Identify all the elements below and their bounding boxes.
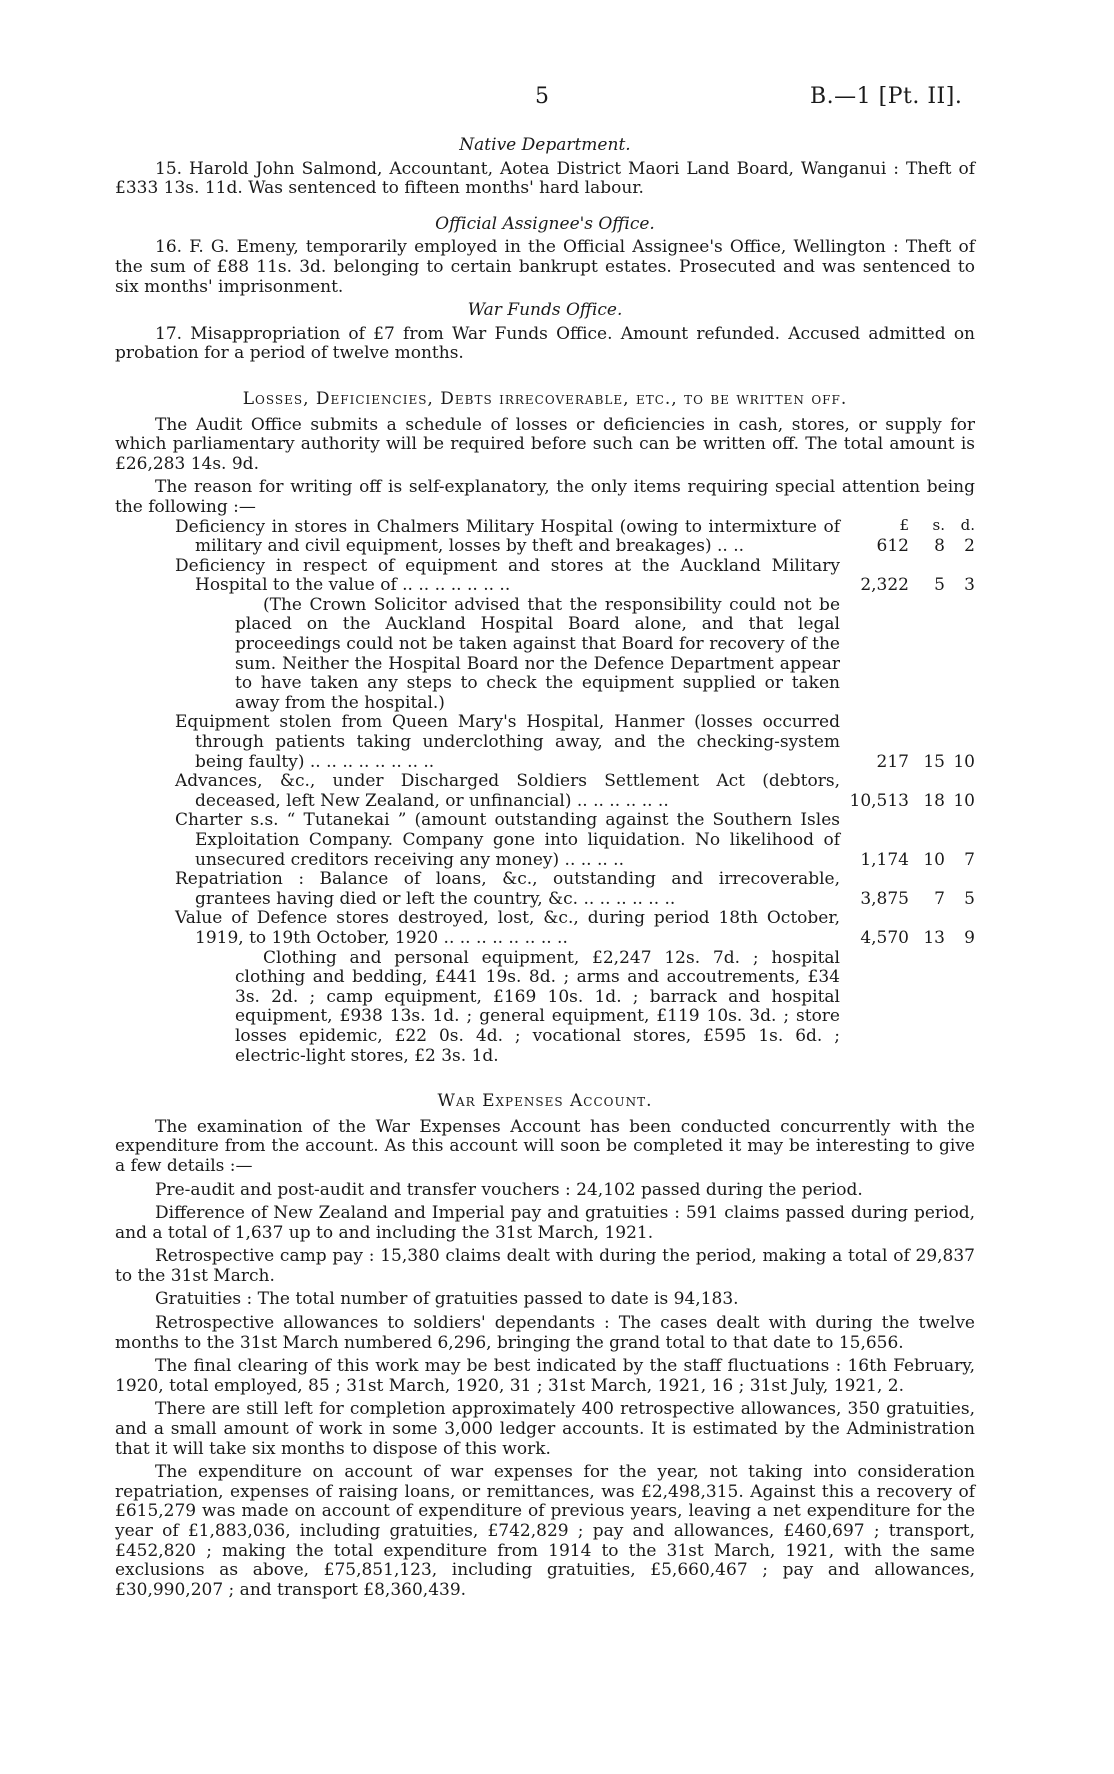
- crown-solicitor-note: [115, 596, 840, 714]
- amount-pence: 7: [964, 849, 975, 870]
- amount-shillings: 10: [923, 849, 945, 870]
- item-amount: [840, 576, 975, 596]
- losses-intro: The Audit Office submits a schedule of losses or deficiencies in cash, stores, or supply for which parliamentary authority will be required before such can be written off. The total amount is £26,283 14s. 9d.: [115, 414, 975, 474]
- amount-shillings: 18: [923, 790, 945, 811]
- schedule-item: [115, 811, 975, 870]
- war-expenses-paragraph: The final clearing of this work may be best indicated by the staff fluctuations : 16th February, 1920, total employed, 85 ; 31st March, 1920, 31 ; 31st March, 1921, 16 ; 31st July, 1921, 2.: [115, 1356, 975, 1396]
- war-expenses-paragraph: The expenditure on account of war expenses for the year, not taking into consideration repatriation, expenses of raising loans, or remittances, was £2,498,315. Against this a recovery of £615,279 was made on account of expenditure of previous years, leaving a net expenditure for the year of £1,883,036, including gratuities, £742,829 ; pay and allowances, £460,697 ; transport, £452,820 ; making the total expenditure from 1914 to the 31st March, 1921, with the same exclusions as above, £75,851,123, including gratuities, £5,660,467 ; pay and allowances, £30,990,207 ; and transport £8,360,439.: [115, 1462, 975, 1600]
- war-expenses-paragraph: Retrospective camp pay : 15,380 claims dealt with during the period, making a total of 29,837 to the 31st March.: [115, 1246, 975, 1286]
- war-expenses-paragraph: Pre-audit and post-audit and transfer vouchers : 24,102 passed during the period.: [155, 1179, 863, 1200]
- item-amount: [840, 890, 975, 910]
- item-amount: [840, 851, 975, 871]
- item-amount: [840, 537, 975, 557]
- amount-shillings: 5: [934, 575, 945, 596]
- war-expenses-paragraph: There are still left for completion approximately 400 retrospective allowances, 350 gratuities, and a small amount of work in some 3,000 ledger accounts. It is estimated by the Administration that it will take six months to dispose of this work.: [115, 1399, 975, 1459]
- item-description: Charter s.s. “ Tutanekai ” (amount outstanding against the Southern Isles Exploitation Company. Company gone into liquidation. No likelihood of unsecured creditors receiving any money) .. .. .. ..: [175, 810, 840, 870]
- amount-pence: 2: [964, 536, 975, 557]
- item-description: Deficiency in respect of equipment and stores at the Auckland Military Hospital to the value of .. .. .. .. .. .. ..: [175, 555, 840, 596]
- schedule-item: [115, 909, 975, 948]
- war-expenses-paragraph: Gratuities : The total number of gratuities passed to date is 94,183.: [155, 1289, 739, 1310]
- amount-shillings: 15: [923, 751, 945, 772]
- amount-pence: 10: [953, 790, 975, 811]
- war-funds-heading: War Funds Office.: [467, 300, 623, 321]
- native-department-paragraph: 15. Harold John Salmond, Accountant, Aotea District Maori Land Board, Wanganui : Theft of £333 13s. 11d. Was sentenced to fifteen months' hard labour.: [115, 158, 975, 199]
- amount-pence: 3: [964, 575, 975, 596]
- amount-pounds: 1,174: [860, 849, 909, 870]
- amount-shillings: 7: [934, 888, 945, 909]
- schedule-item: [115, 870, 975, 909]
- item-amount: [840, 792, 975, 812]
- item-description: Repatriation : Balance of loans, &c., outstanding and irrecoverable, grantees having died or left the country, &c. .. .. .. .. .. ..: [175, 869, 840, 909]
- war-expenses-paragraph: Difference of New Zealand and Imperial pay and gratuities : 591 claims passed during period, and a total of 1,637 up to and including the 31st March, 1921.: [115, 1203, 975, 1243]
- amount-pounds: 4,570: [860, 927, 909, 948]
- amount-shillings: 13: [923, 927, 945, 948]
- amount-pounds: 612: [876, 536, 909, 557]
- amount-column-header: [843, 516, 975, 536]
- pence-header: d.: [960, 515, 975, 534]
- defence-stores-breakdown: [115, 949, 840, 1067]
- page-header: [0, 84, 1114, 113]
- losses-heading: Losses, Deficiencies, Debts irrecoverable, etc., to be written off.: [242, 388, 848, 409]
- war-funds-paragraph: 17. Misappropriation of £7 from War Funds Office. Amount refunded. Accused admitted on probation for a period of twelve months.: [115, 323, 975, 364]
- losses-reason: The reason for writing off is self-explanatory, the only items requiring special attention being the following :—: [115, 477, 975, 517]
- page-body: [115, 136, 975, 1604]
- amount-pounds: 10,513: [849, 790, 909, 811]
- item-amount: [840, 929, 975, 949]
- official-assignee-paragraph: 16. F. G. Emeny, temporarily employed in the Official Assignee's Office, Wellington : Theft of the sum of £88 11s. 3d. belonging to certain bankrupt estates. Prosecuted and was sentenced to six months' imprisonment.: [115, 237, 975, 297]
- item-description: Equipment stolen from Queen Mary's Hospital, Hanmer (losses occurred through patients taking underclothing away, and the checking-system being faulty) .. .. .. .. .. .. .. ..: [175, 712, 840, 772]
- shillings-header: s.: [932, 515, 945, 534]
- document-reference: B.—1 [Pt. II].: [810, 84, 963, 109]
- amount-pence: 10: [953, 751, 975, 772]
- item-description: Advances, &c., under Discharged Soldiers Settlement Act (debtors, deceased, left New Zealand, or unfinancial) .. .. .. .. .. ..: [175, 771, 840, 811]
- losses-schedule: [115, 515, 975, 1067]
- war-expenses-heading: War Expenses Account.: [437, 1091, 653, 1112]
- schedule-item: [115, 557, 975, 596]
- crown-solicitor-note-text: (The Crown Solicitor advised that the responsibility could not be placed on the Auckland Hospital Board alone, and that legal proceedings could not be taken against that Board for recovery of the sum. Neither the Hospital Board nor the Defence Department appear to have taken any steps to check the equipment supplied or taken away from the hospital.): [235, 594, 840, 713]
- pounds-header: £: [899, 515, 909, 534]
- war-expenses-paragraph: Retrospective allowances to soldiers' dependants : The cases dealt with during the twelve months to the 31st March numbered 6,296, bringing the grand total to that date to 15,656.: [115, 1313, 975, 1353]
- war-expenses-paragraph: The examination of the War Expenses Account has been conducted concurrently with the expenditure from the account. As this account will soon be completed it may be interesting to give a few details :—: [115, 1116, 975, 1176]
- amount-pence: 9: [964, 927, 975, 948]
- schedule-item: [115, 772, 975, 811]
- page-number: 5: [535, 84, 549, 109]
- defence-stores-breakdown-text: Clothing and personal equipment, £2,247 12s. 7d. ; hospital clothing and bedding, £441 19s. 8d. ; arms and accoutrements, £34 3s. 2d. ; camp equipment, £169 10s. 1d. ; barrack and hospital equipment, £938 13s. 1d. ; general equipment, £119 10s. 3d. ; store losses epidemic, £22 0s. 4d. ; vocational stores, £595 1s. 6d. ; electric-light stores, £2 3s. 1d.: [235, 947, 840, 1066]
- item-amount: [840, 753, 975, 773]
- schedule-item: [115, 713, 975, 772]
- amount-pounds: 217: [876, 751, 909, 772]
- amount-shillings: 8: [934, 536, 945, 557]
- amount-pence: 5: [964, 888, 975, 909]
- item-description: Value of Defence stores destroyed, lost, &c., during period 18th October, 1919, to 19th October, 1920 .. .. .. .. .. .. .. ..: [175, 908, 840, 948]
- amount-pounds: 2,322: [860, 575, 909, 596]
- amount-pounds: 3,875: [860, 888, 909, 909]
- native-department-heading: Native Department.: [459, 135, 631, 155]
- item-description: Deficiency in stores in Chalmers Military Hospital (owing to intermixture of military and civil equipment, losses by theft and breakages) .. ..: [175, 516, 840, 557]
- official-assignee-heading: Official Assignee's Office.: [435, 213, 655, 234]
